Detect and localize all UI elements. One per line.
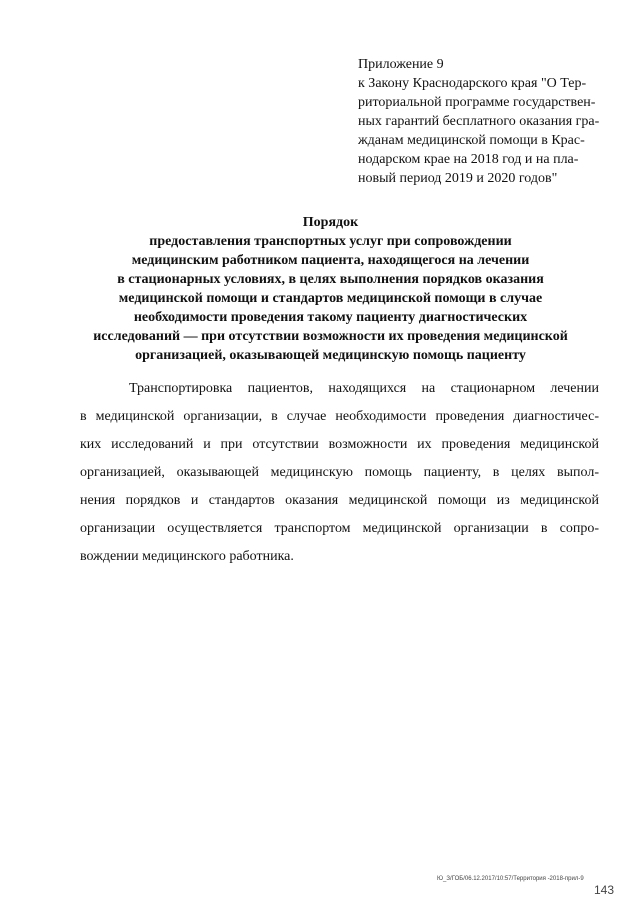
appendix-line: нодарском крае на 2018 год и на пла- [358,152,579,167]
body-line: ких исследований и при отсутствии возможности их проведения медицинской [80,437,599,452]
appendix-header [358,55,608,188]
body-line: вождении медицинского работника. [80,549,294,564]
body-paragraph [80,375,599,571]
title-line: исследований — при отсутствии возможности их проведения медицинской [93,329,568,344]
title-heading: Порядок [302,215,359,230]
appendix-line: к Закону Краснодарского края "О Тер- [358,76,587,91]
title-line: медицинским работником пациента, находящегося на лечении [131,253,530,268]
title-line: предоставления транспортных услуг при сопровождении [149,234,512,249]
title-line: в стационарных условиях, в целях выполнения порядков оказания [117,272,544,287]
body-line: нения порядков и стандартов оказания медицинской помощи из медицинской [80,493,599,508]
appendix-line: Приложение 9 [358,57,444,72]
document-title [78,213,583,365]
appendix-line: риториальной программе государствен- [358,95,596,110]
title-line: организацией, оказывающей медицинскую помощь пациенту [135,348,526,363]
body-line: Транспортировка пациентов, находящихся на стационарном лечении [129,381,599,396]
body-line: организацией, оказывающей медицинскую помощь пациенту, в целях выпол- [80,465,599,480]
appendix-line: новый период 2019 и 2020 годов" [358,171,558,186]
document-code: Ю_З/ГОБ/06.12.2017/10:57/Территория -2018-прил-9 [437,876,584,882]
body-line: в медицинской организации, в случае необходимости проведения диагностичес- [80,409,599,424]
appendix-line: ных гарантий бесплатного оказания гра- [358,114,600,129]
title-line: необходимости проведения такому пациенту диагностических [133,310,528,325]
page-number: 143 [594,883,615,897]
body-line: организации осуществляется транспортом медицинской организации в сопро- [80,521,599,536]
appendix-line: жданам медицинской помощи в Крас- [358,133,585,148]
title-line: медицинской помощи и стандартов медицинской помощи в случае [118,291,543,306]
